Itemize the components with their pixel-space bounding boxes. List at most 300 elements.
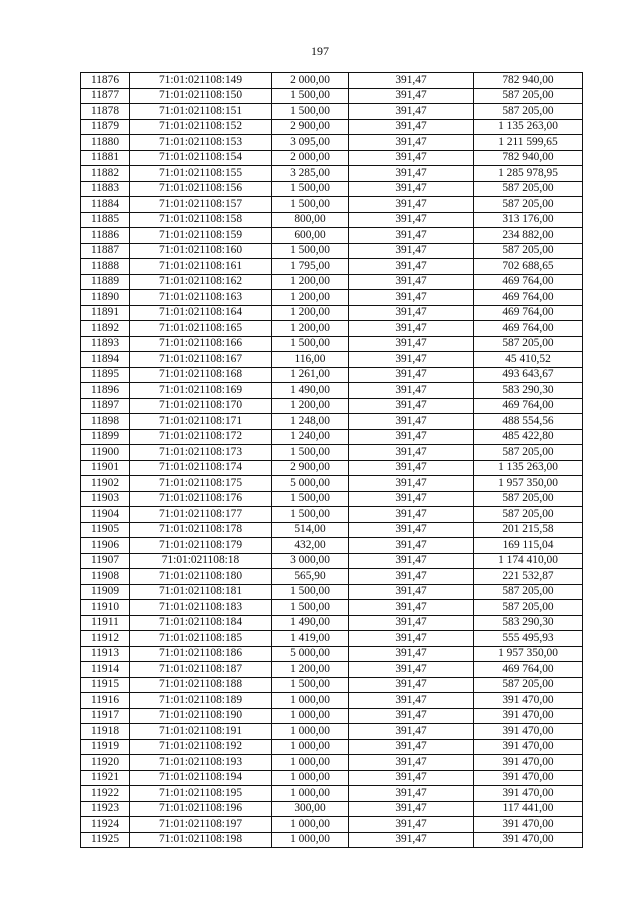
cadastral-value-cell: 391 470,00 (474, 770, 583, 786)
table-row (81, 336, 583, 352)
table-row (81, 507, 583, 523)
area-cell: 2 900,00 (272, 460, 349, 476)
cadastral-number-cell: 71:01:021108:166 (130, 336, 272, 352)
specific-value-cell: 391,47 (349, 367, 474, 383)
cadastral-number-cell: 71:01:021108:197 (130, 817, 272, 833)
table-row (81, 615, 583, 631)
row-number-cell: 11896 (81, 383, 130, 399)
page-number: 197 (311, 44, 329, 58)
cadastral-value-cell: 587 205,00 (474, 584, 583, 600)
row-number-cell: 11904 (81, 507, 130, 523)
cadastral-value-cell: 485 422,80 (474, 429, 583, 445)
area-cell: 1 000,00 (272, 786, 349, 802)
cadastral-value-cell: 234 882,00 (474, 228, 583, 244)
cadastral-number-cell: 71:01:021108:149 (130, 73, 272, 89)
area-cell: 1 261,00 (272, 367, 349, 383)
area-cell: 3 285,00 (272, 166, 349, 182)
area-cell: 1 000,00 (272, 755, 349, 771)
table-row (81, 739, 583, 755)
cadastral-number-cell: 71:01:021108:172 (130, 429, 272, 445)
table-row (81, 786, 583, 802)
cadastral-number-cell: 71:01:021108:188 (130, 677, 272, 693)
specific-value-cell: 391,47 (349, 631, 474, 647)
row-number-cell: 11882 (81, 166, 130, 182)
cadastral-value-cell: 587 205,00 (474, 181, 583, 197)
specific-value-cell: 391,47 (349, 290, 474, 306)
specific-value-cell: 391,47 (349, 166, 474, 182)
area-cell: 1 419,00 (272, 631, 349, 647)
cadastral-value-cell: 1 211 599,65 (474, 135, 583, 151)
cadastral-value-cell: 587 205,00 (474, 600, 583, 616)
cadastral-number-cell: 71:01:021108:181 (130, 584, 272, 600)
cadastral-number-cell: 71:01:021108:160 (130, 243, 272, 259)
area-cell: 300,00 (272, 801, 349, 817)
area-cell: 1 795,00 (272, 259, 349, 275)
specific-value-cell: 391,47 (349, 383, 474, 399)
specific-value-cell: 391,47 (349, 693, 474, 709)
cadastral-value-cell: 493 643,67 (474, 367, 583, 383)
specific-value-cell: 391,47 (349, 460, 474, 476)
specific-value-cell: 391,47 (349, 786, 474, 802)
specific-value-cell: 391,47 (349, 212, 474, 228)
row-number-cell: 11909 (81, 584, 130, 600)
area-cell: 800,00 (272, 212, 349, 228)
cadastral-value-cell: 469 764,00 (474, 274, 583, 290)
table-body (81, 73, 583, 848)
cadastral-value-cell: 587 205,00 (474, 104, 583, 120)
cadastral-number-cell: 71:01:021108:159 (130, 228, 272, 244)
specific-value-cell: 391,47 (349, 646, 474, 662)
specific-value-cell: 391,47 (349, 584, 474, 600)
specific-value-cell: 391,47 (349, 274, 474, 290)
table-row (81, 352, 583, 368)
row-number-cell: 11885 (81, 212, 130, 228)
cadastral-value-cell: 469 764,00 (474, 398, 583, 414)
area-cell: 1 500,00 (272, 181, 349, 197)
cadastral-number-cell: 71:01:021108:189 (130, 693, 272, 709)
cadastral-number-cell: 71:01:021108:157 (130, 197, 272, 213)
row-number-cell: 11888 (81, 259, 130, 275)
cadastral-value-cell: 469 764,00 (474, 305, 583, 321)
cadastral-number-cell: 71:01:021108:179 (130, 538, 272, 554)
area-cell: 2 000,00 (272, 73, 349, 89)
table-row (81, 228, 583, 244)
row-number-cell: 11902 (81, 476, 130, 492)
row-number-cell: 11889 (81, 274, 130, 290)
row-number-cell: 11922 (81, 786, 130, 802)
row-number-cell: 11898 (81, 414, 130, 430)
table-row (81, 398, 583, 414)
cadastral-number-cell: 71:01:021108:150 (130, 88, 272, 104)
cadastral-value-cell: 1 957 350,00 (474, 476, 583, 492)
cadastral-number-cell: 71:01:021108:162 (130, 274, 272, 290)
specific-value-cell: 391,47 (349, 197, 474, 213)
row-number-cell: 11924 (81, 817, 130, 833)
table-row (81, 181, 583, 197)
specific-value-cell: 391,47 (349, 755, 474, 771)
table-row (81, 724, 583, 740)
specific-value-cell: 391,47 (349, 553, 474, 569)
cadastral-value-cell: 391 470,00 (474, 739, 583, 755)
cadastral-value-cell: 391 470,00 (474, 755, 583, 771)
area-cell: 1 200,00 (272, 321, 349, 337)
cadastral-number-cell: 71:01:021108:176 (130, 491, 272, 507)
table-row (81, 274, 583, 290)
row-number-cell: 11903 (81, 491, 130, 507)
table-row (81, 150, 583, 166)
cadastral-number-cell: 71:01:021108:190 (130, 708, 272, 724)
cadastral-number-cell: 71:01:021108:167 (130, 352, 272, 368)
row-number-cell: 11908 (81, 569, 130, 585)
row-number-cell: 11906 (81, 538, 130, 554)
table-row (81, 522, 583, 538)
cadastral-number-cell: 71:01:021108:169 (130, 383, 272, 399)
row-number-cell: 11899 (81, 429, 130, 445)
table-row (81, 662, 583, 678)
cadastral-value-cell: 555 495,93 (474, 631, 583, 647)
cadastral-number-cell: 71:01:021108:18 (130, 553, 272, 569)
row-number-cell: 11879 (81, 119, 130, 135)
area-cell: 3 000,00 (272, 553, 349, 569)
cadastral-number-cell: 71:01:021108:186 (130, 646, 272, 662)
cadastral-value-cell: 587 205,00 (474, 507, 583, 523)
cadastral-value-cell: 391 470,00 (474, 786, 583, 802)
table-row (81, 770, 583, 786)
area-cell: 1 490,00 (272, 383, 349, 399)
specific-value-cell: 391,47 (349, 522, 474, 538)
specific-value-cell: 391,47 (349, 615, 474, 631)
area-cell: 1 500,00 (272, 677, 349, 693)
table-row (81, 135, 583, 151)
cadastral-value-cell: 469 764,00 (474, 662, 583, 678)
cadastral-number-cell: 71:01:021108:165 (130, 321, 272, 337)
cadastral-value-cell: 469 764,00 (474, 290, 583, 306)
specific-value-cell: 391,47 (349, 243, 474, 259)
row-number-cell: 11914 (81, 662, 130, 678)
table-row (81, 476, 583, 492)
specific-value-cell: 391,47 (349, 507, 474, 523)
table-row (81, 817, 583, 833)
cadastral-value-cell: 1 174 410,00 (474, 553, 583, 569)
row-number-cell: 11923 (81, 801, 130, 817)
specific-value-cell: 391,47 (349, 445, 474, 461)
cadastral-number-cell: 71:01:021108:158 (130, 212, 272, 228)
row-number-cell: 11880 (81, 135, 130, 151)
table-row (81, 197, 583, 213)
area-cell: 1 000,00 (272, 724, 349, 740)
row-number-cell: 11897 (81, 398, 130, 414)
table-row (81, 73, 583, 89)
cadastral-number-cell: 71:01:021108:191 (130, 724, 272, 740)
row-number-cell: 11893 (81, 336, 130, 352)
row-number-cell: 11876 (81, 73, 130, 89)
area-cell: 600,00 (272, 228, 349, 244)
row-number-cell: 11901 (81, 460, 130, 476)
specific-value-cell: 391,47 (349, 398, 474, 414)
cadastral-value-cell: 587 205,00 (474, 336, 583, 352)
area-cell: 1 000,00 (272, 770, 349, 786)
area-cell: 1 500,00 (272, 104, 349, 120)
cadastral-number-cell: 71:01:021108:198 (130, 832, 272, 848)
cadastral-value-cell: 587 205,00 (474, 445, 583, 461)
table-row (81, 569, 583, 585)
row-number-cell: 11884 (81, 197, 130, 213)
area-cell: 1 200,00 (272, 274, 349, 290)
cadastral-number-cell: 71:01:021108:175 (130, 476, 272, 492)
row-number-cell: 11887 (81, 243, 130, 259)
cadastral-number-cell: 71:01:021108:184 (130, 615, 272, 631)
row-number-cell: 11891 (81, 305, 130, 321)
row-number-cell: 11912 (81, 631, 130, 647)
cadastral-value-cell: 587 205,00 (474, 491, 583, 507)
cadastral-number-cell: 71:01:021108:178 (130, 522, 272, 538)
area-cell: 1 200,00 (272, 305, 349, 321)
cadastral-number-cell: 71:01:021108:192 (130, 739, 272, 755)
area-cell: 1 500,00 (272, 197, 349, 213)
row-number-cell: 11913 (81, 646, 130, 662)
cadastral-number-cell: 71:01:021108:193 (130, 755, 272, 771)
row-number-cell: 11881 (81, 150, 130, 166)
row-number-cell: 11900 (81, 445, 130, 461)
table-row (81, 305, 583, 321)
row-number-cell: 11886 (81, 228, 130, 244)
cadastral-value-cell: 1 135 263,00 (474, 460, 583, 476)
cadastral-value-cell: 587 205,00 (474, 677, 583, 693)
specific-value-cell: 391,47 (349, 150, 474, 166)
area-cell: 1 500,00 (272, 336, 349, 352)
table-row (81, 832, 583, 848)
specific-value-cell: 391,47 (349, 801, 474, 817)
row-number-cell: 11921 (81, 770, 130, 786)
table-row (81, 414, 583, 430)
area-cell: 1 240,00 (272, 429, 349, 445)
cadastral-number-cell: 71:01:021108:155 (130, 166, 272, 182)
table-row (81, 321, 583, 337)
cadastral-number-cell: 71:01:021108:168 (130, 367, 272, 383)
row-number-cell: 11910 (81, 600, 130, 616)
area-cell: 3 095,00 (272, 135, 349, 151)
row-number-cell: 11916 (81, 693, 130, 709)
cadastral-value-cell: 117 441,00 (474, 801, 583, 817)
area-cell: 565,90 (272, 569, 349, 585)
specific-value-cell: 391,47 (349, 600, 474, 616)
cadastral-value-cell: 782 940,00 (474, 150, 583, 166)
cadastral-value-table (80, 72, 583, 848)
specific-value-cell: 391,47 (349, 538, 474, 554)
specific-value-cell: 391,47 (349, 181, 474, 197)
cadastral-value-cell: 201 215,58 (474, 522, 583, 538)
area-cell: 1 500,00 (272, 507, 349, 523)
row-number-cell: 11911 (81, 615, 130, 631)
row-number-cell: 11905 (81, 522, 130, 538)
specific-value-cell: 391,47 (349, 119, 474, 135)
cadastral-number-cell: 71:01:021108:154 (130, 150, 272, 166)
row-number-cell: 11925 (81, 832, 130, 848)
table-row (81, 212, 583, 228)
specific-value-cell: 391,47 (349, 662, 474, 678)
table-row (81, 367, 583, 383)
cadastral-number-cell: 71:01:021108:183 (130, 600, 272, 616)
cadastral-value-cell: 1 135 263,00 (474, 119, 583, 135)
table-row (81, 166, 583, 182)
table-row (81, 755, 583, 771)
row-number-cell: 11915 (81, 677, 130, 693)
specific-value-cell: 391,47 (349, 569, 474, 585)
row-number-cell: 11894 (81, 352, 130, 368)
area-cell: 1 500,00 (272, 88, 349, 104)
specific-value-cell: 391,47 (349, 491, 474, 507)
specific-value-cell: 391,47 (349, 414, 474, 430)
table-row (81, 631, 583, 647)
specific-value-cell: 391,47 (349, 429, 474, 445)
table-row (81, 290, 583, 306)
cadastral-value-cell: 391 470,00 (474, 708, 583, 724)
cadastral-number-cell: 71:01:021108:195 (130, 786, 272, 802)
specific-value-cell: 391,47 (349, 739, 474, 755)
cadastral-number-cell: 71:01:021108:152 (130, 119, 272, 135)
area-cell: 514,00 (272, 522, 349, 538)
cadastral-number-cell: 71:01:021108:196 (130, 801, 272, 817)
cadastral-value-cell: 587 205,00 (474, 243, 583, 259)
cadastral-number-cell: 71:01:021108:177 (130, 507, 272, 523)
area-cell: 1 200,00 (272, 290, 349, 306)
cadastral-number-cell: 71:01:021108:164 (130, 305, 272, 321)
cadastral-number-cell: 71:01:021108:161 (130, 259, 272, 275)
area-cell: 1 000,00 (272, 693, 349, 709)
table-row (81, 445, 583, 461)
specific-value-cell: 391,47 (349, 104, 474, 120)
table-row (81, 429, 583, 445)
row-number-cell: 11895 (81, 367, 130, 383)
area-cell: 1 000,00 (272, 708, 349, 724)
specific-value-cell: 391,47 (349, 305, 474, 321)
cadastral-value-cell: 169 115,04 (474, 538, 583, 554)
cadastral-value-cell: 469 764,00 (474, 321, 583, 337)
table-row (81, 383, 583, 399)
cadastral-number-cell: 71:01:021108:163 (130, 290, 272, 306)
row-number-cell: 11919 (81, 739, 130, 755)
area-cell: 1 248,00 (272, 414, 349, 430)
area-cell: 1 500,00 (272, 243, 349, 259)
specific-value-cell: 391,47 (349, 770, 474, 786)
area-cell: 1 000,00 (272, 832, 349, 848)
cadastral-number-cell: 71:01:021108:187 (130, 662, 272, 678)
cadastral-value-cell: 45 410,52 (474, 352, 583, 368)
area-cell: 116,00 (272, 352, 349, 368)
area-cell: 5 000,00 (272, 476, 349, 492)
area-cell: 1 200,00 (272, 662, 349, 678)
area-cell: 1 000,00 (272, 817, 349, 833)
cadastral-value-cell: 702 688,65 (474, 259, 583, 275)
specific-value-cell: 391,47 (349, 476, 474, 492)
area-cell: 1 500,00 (272, 445, 349, 461)
specific-value-cell: 391,47 (349, 817, 474, 833)
cadastral-value-cell: 1 957 350,00 (474, 646, 583, 662)
cadastral-value-cell: 583 290,30 (474, 383, 583, 399)
specific-value-cell: 391,47 (349, 321, 474, 337)
row-number-cell: 11877 (81, 88, 130, 104)
cadastral-value-cell: 391 470,00 (474, 817, 583, 833)
area-cell: 2 000,00 (272, 150, 349, 166)
cadastral-number-cell: 71:01:021108:174 (130, 460, 272, 476)
cadastral-number-cell: 71:01:021108:194 (130, 770, 272, 786)
specific-value-cell: 391,47 (349, 336, 474, 352)
cadastral-value-cell: 782 940,00 (474, 73, 583, 89)
table-row (81, 677, 583, 693)
area-cell: 432,00 (272, 538, 349, 554)
cadastral-number-cell: 71:01:021108:171 (130, 414, 272, 430)
row-number-cell: 11917 (81, 708, 130, 724)
cadastral-value-cell: 313 176,00 (474, 212, 583, 228)
cadastral-number-cell: 71:01:021108:185 (130, 631, 272, 647)
cadastral-value-cell: 391 470,00 (474, 724, 583, 740)
table-row (81, 708, 583, 724)
table-row (81, 119, 583, 135)
cadastral-number-cell: 71:01:021108:153 (130, 135, 272, 151)
specific-value-cell: 391,47 (349, 259, 474, 275)
table-row (81, 693, 583, 709)
area-cell: 5 000,00 (272, 646, 349, 662)
cadastral-value-cell: 587 205,00 (474, 88, 583, 104)
area-cell: 1 200,00 (272, 398, 349, 414)
specific-value-cell: 391,47 (349, 708, 474, 724)
table-row (81, 584, 583, 600)
area-cell: 1 500,00 (272, 491, 349, 507)
row-number-cell: 11890 (81, 290, 130, 306)
cadastral-value-cell: 391 470,00 (474, 693, 583, 709)
row-number-cell: 11883 (81, 181, 130, 197)
specific-value-cell: 391,47 (349, 352, 474, 368)
cadastral-number-cell: 71:01:021108:156 (130, 181, 272, 197)
table-row (81, 600, 583, 616)
cadastral-value-cell: 583 290,30 (474, 615, 583, 631)
area-cell: 1 490,00 (272, 615, 349, 631)
area-cell: 2 900,00 (272, 119, 349, 135)
row-number-cell: 11918 (81, 724, 130, 740)
specific-value-cell: 391,47 (349, 88, 474, 104)
table-row (81, 104, 583, 120)
table-row (81, 88, 583, 104)
specific-value-cell: 391,47 (349, 724, 474, 740)
specific-value-cell: 391,47 (349, 677, 474, 693)
table-row (81, 646, 583, 662)
cadastral-number-cell: 71:01:021108:180 (130, 569, 272, 585)
table-row (81, 491, 583, 507)
cadastral-value-cell: 1 285 978,95 (474, 166, 583, 182)
table-row (81, 538, 583, 554)
cadastral-number-cell: 71:01:021108:173 (130, 445, 272, 461)
cadastral-number-cell: 71:01:021108:151 (130, 104, 272, 120)
specific-value-cell: 391,47 (349, 73, 474, 89)
row-number-cell: 11878 (81, 104, 130, 120)
area-cell: 1 500,00 (272, 584, 349, 600)
row-number-cell: 11892 (81, 321, 130, 337)
row-number-cell: 11907 (81, 553, 130, 569)
table-row (81, 801, 583, 817)
table-row (81, 243, 583, 259)
table-row (81, 259, 583, 275)
table-row (81, 460, 583, 476)
cadastral-number-cell: 71:01:021108:170 (130, 398, 272, 414)
cadastral-value-cell: 221 532,87 (474, 569, 583, 585)
specific-value-cell: 391,47 (349, 135, 474, 151)
cadastral-value-cell: 587 205,00 (474, 197, 583, 213)
specific-value-cell: 391,47 (349, 832, 474, 848)
specific-value-cell: 391,47 (349, 228, 474, 244)
area-cell: 1 000,00 (272, 739, 349, 755)
cadastral-value-cell: 488 554,56 (474, 414, 583, 430)
cadastral-value-cell: 391 470,00 (474, 832, 583, 848)
